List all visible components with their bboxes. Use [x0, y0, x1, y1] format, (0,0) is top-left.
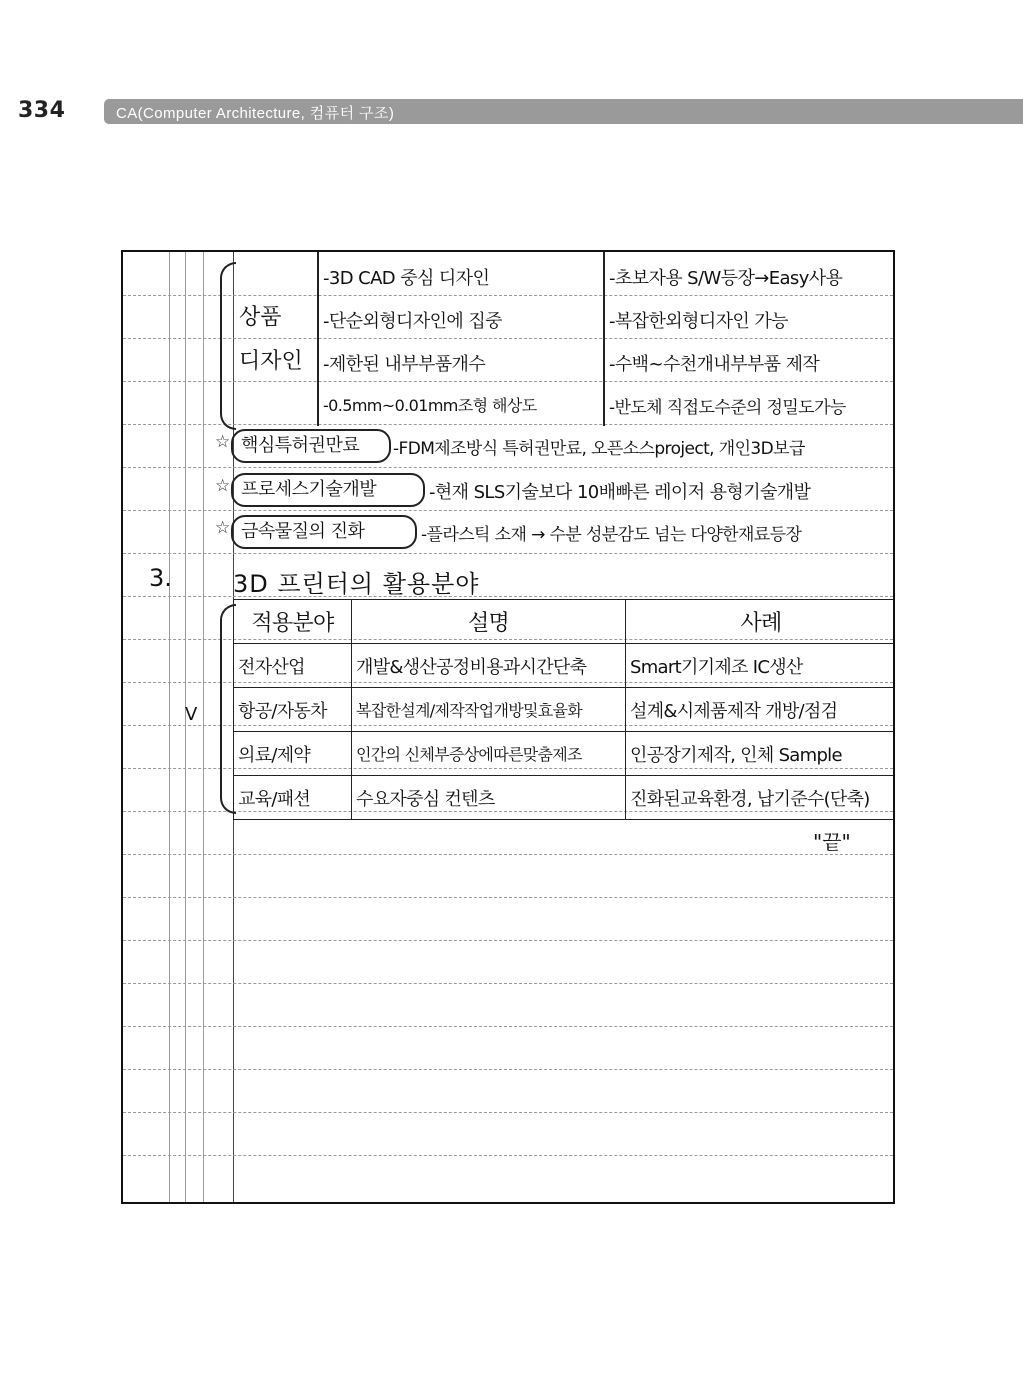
keyword-pill: 프로세스기술개발: [231, 473, 425, 507]
page-number: 334: [18, 98, 66, 123]
keyword-pill: 금속물질의 진화: [231, 515, 417, 549]
design-row-left: -단순외형디자인에 집중: [323, 311, 502, 332]
end-mark: "끝": [813, 830, 851, 854]
table-cell: 교육/패션: [234, 776, 352, 820]
table-row: [234, 732, 896, 776]
table-header-row: [234, 600, 896, 644]
page-header: [0, 96, 1023, 130]
table-cell: 복잡한설계/제작작업개방및효율화: [352, 688, 626, 732]
notebook-sheet: [121, 250, 895, 1204]
design-comparison: [233, 252, 895, 426]
table-cell: 진화된교육환경, 납기준수(단축): [626, 776, 896, 820]
keyword-description: -FDM제조방식 특허권만료, 오픈소스project, 개인3D보급: [393, 439, 805, 459]
table-header: 적용분야: [234, 600, 352, 644]
design-label-line1: 상품: [239, 305, 282, 330]
table-cell: 인공장기제작, 인체 Sample: [626, 732, 896, 776]
design-label-line2: 디자인: [239, 349, 303, 374]
application-table: [233, 599, 895, 815]
keyword-description: -현재 SLS기술보다 10배빠른 레이저 용형기술개발: [429, 482, 811, 503]
table-cell: 인간의 신체부증상에따른맞춤제조: [352, 732, 626, 776]
table-header: 사례: [626, 600, 896, 644]
section-number: 3.: [149, 564, 172, 592]
column-divider: [603, 252, 605, 426]
table-cell: 수요자중심 컨텐츠: [352, 776, 626, 820]
header-bar: [104, 99, 1023, 124]
header-title: CA(Computer Architecture, 컴퓨터 구조): [116, 105, 395, 122]
table-cell: 설계&시제품제작 개방/점검: [626, 688, 896, 732]
table-row: [234, 644, 896, 688]
table-cell: Smart기기제조 IC생산: [626, 644, 896, 688]
table-row: [234, 688, 896, 732]
design-row-left: -3D CAD 중심 디자인: [323, 268, 490, 289]
table-header: 설명: [352, 600, 626, 644]
design-row-right: -초보자용 S/W등장→Easy사용: [609, 268, 843, 289]
section-title: 3D 프린터의 활용분야: [233, 570, 480, 598]
design-row-left: -제한된 내부부품개수: [323, 354, 486, 375]
star-icon: ☆: [215, 518, 231, 538]
keyword-description: -플라스틱 소재 → 수분 성분감도 넘는 다양한재료등장: [421, 525, 802, 545]
design-row-right: -수백~수천개내부부품 제작: [609, 354, 820, 375]
table-cell: 의료/제약: [234, 732, 352, 776]
table-row: [234, 776, 896, 820]
keyword-pill: 핵심특허권만료: [231, 429, 391, 463]
design-row-left: -0.5mm~0.01mm조형 해상도: [323, 396, 537, 415]
check-mark: V: [185, 704, 198, 725]
star-icon: ☆: [215, 476, 231, 496]
star-icon: ☆: [215, 432, 231, 452]
label-divider: [317, 252, 319, 426]
table-cell: 전자산업: [234, 644, 352, 688]
table-cell: 개발&생산공정비용과시간단축: [352, 644, 626, 688]
design-row-right: -복잡한외형디자인 가능: [609, 311, 788, 332]
table-cell: 항공/자동차: [234, 688, 352, 732]
design-row-right: -반도체 직접도수준의 정밀도가능: [609, 398, 846, 418]
